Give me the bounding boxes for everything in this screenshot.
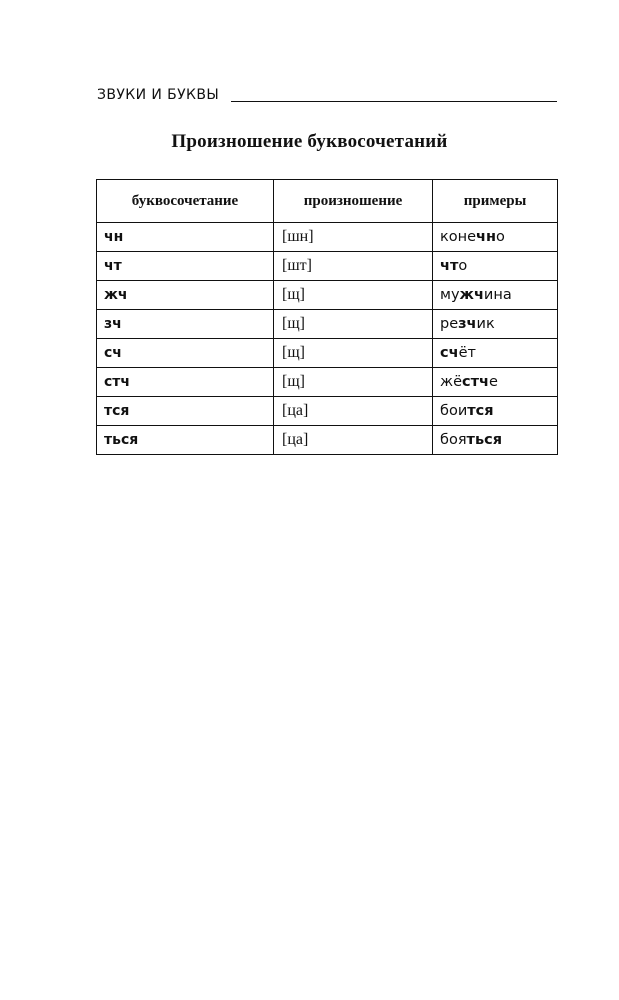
example-prefix: бои xyxy=(440,403,468,419)
example-prefix: ре xyxy=(440,316,459,332)
page-title: Произношение буквосочетаний xyxy=(171,131,448,152)
example-cell xyxy=(433,223,558,252)
example-cell xyxy=(433,310,558,339)
table-row xyxy=(97,281,558,310)
pronunciation-cell: [щ] xyxy=(274,339,433,368)
example-cell xyxy=(433,368,558,397)
example-highlight: жч xyxy=(459,287,484,303)
pronunciation-cell: [шт] xyxy=(274,252,433,281)
example-suffix: о xyxy=(458,258,468,274)
example-highlight: тся xyxy=(467,403,494,419)
example-prefix: боя xyxy=(440,432,467,448)
combination-cell: ться xyxy=(97,426,274,455)
table-row xyxy=(97,397,558,426)
pronunciation-cell: [щ] xyxy=(274,281,433,310)
example-suffix: ик xyxy=(476,316,495,332)
example-highlight: сч xyxy=(440,345,459,361)
pronunciation-cell: [шн] xyxy=(274,223,433,252)
example-prefix: жё xyxy=(440,374,462,390)
table-row xyxy=(97,223,558,252)
pronunciation-cell: [щ] xyxy=(274,368,433,397)
pronunciation-cell: [ца] xyxy=(274,426,433,455)
example-suffix: ина xyxy=(483,287,512,303)
example-prefix: коне xyxy=(440,229,477,245)
example-cell xyxy=(433,426,558,455)
example-highlight: чн xyxy=(476,229,497,245)
example-suffix: е xyxy=(488,374,498,390)
example-cell xyxy=(433,252,558,281)
column-header-pronunciation: произношение xyxy=(274,180,433,223)
running-header-title: ЗВУКИ И БУКВЫ xyxy=(97,87,220,103)
table-row xyxy=(97,368,558,397)
combination-cell: тся xyxy=(97,397,274,426)
example-suffix: о xyxy=(496,229,505,245)
example-highlight: чт xyxy=(440,258,459,274)
table-row xyxy=(97,426,558,455)
column-header-examples: примеры xyxy=(433,180,558,223)
table-row xyxy=(97,252,558,281)
running-header xyxy=(97,84,557,104)
example-suffix: ёт xyxy=(458,345,476,361)
example-cell xyxy=(433,397,558,426)
combination-cell: жч xyxy=(97,281,274,310)
pronunciation-cell: [щ] xyxy=(274,310,433,339)
example-cell xyxy=(433,281,558,310)
example-prefix: му xyxy=(440,287,460,303)
example-highlight: ться xyxy=(466,432,503,448)
running-header-rule xyxy=(231,101,557,102)
combination-cell: сч xyxy=(97,339,274,368)
example-highlight: стч xyxy=(461,374,489,390)
column-header-combination: буквосочетание xyxy=(97,180,274,223)
pronunciation-table xyxy=(96,179,558,455)
combination-cell: стч xyxy=(97,368,274,397)
combination-cell: чн xyxy=(97,223,274,252)
pronunciation-cell: [ца] xyxy=(274,397,433,426)
table-header-row xyxy=(97,180,558,223)
combination-cell: чт xyxy=(97,252,274,281)
combination-cell: зч xyxy=(97,310,274,339)
example-cell xyxy=(433,339,558,368)
example-highlight: зч xyxy=(458,316,477,332)
table-row xyxy=(97,310,558,339)
table-row xyxy=(97,339,558,368)
